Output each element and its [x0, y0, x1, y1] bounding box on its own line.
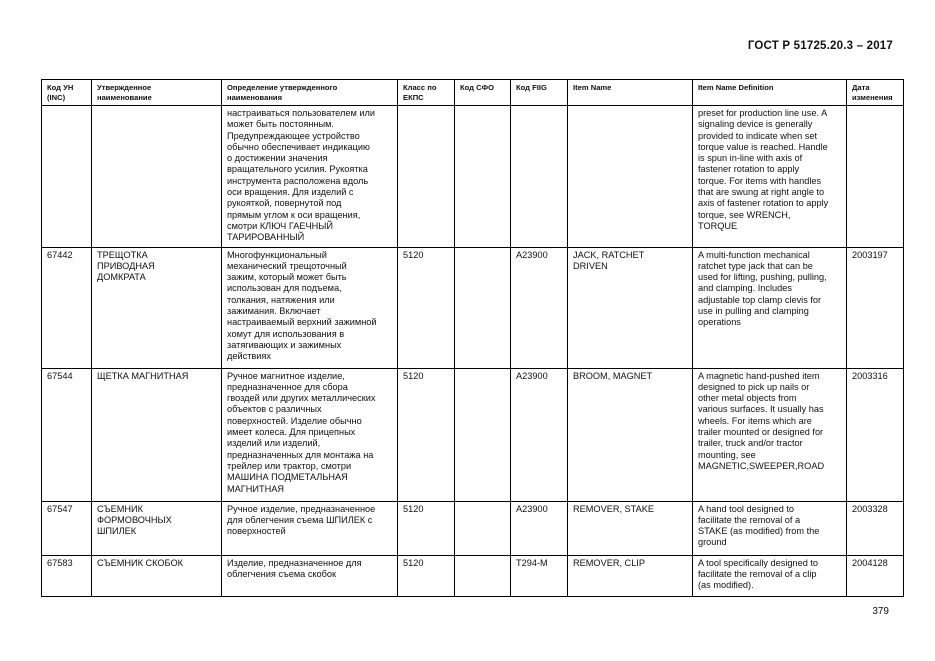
header-item-name: Item Name: [568, 80, 693, 106]
cell-item-name: REMOVER, STAKE: [568, 501, 693, 555]
table-row: [42, 106, 904, 248]
header-change-date: Дата изменения: [847, 80, 904, 106]
cell-class: [398, 106, 455, 248]
cell-change-date: 2003328: [847, 501, 904, 555]
cell-item-name-definition: preset for production line use. A signaling device is generally provided to indicate when set torque value is reached. Handle is spun in-line with axis of fastener rotation to apply torque. For items with handles that are swung at right angle to axis of fastener rotation to apply torque, see WRENCH, TORQUE: [693, 106, 847, 248]
cell-definition: Изделие, предназначенное для облегчения съема скобок: [222, 555, 398, 596]
header-definition: Определение утвержденного наименования: [222, 80, 398, 106]
cell-item-name: [568, 106, 693, 248]
cell-fiig-code: A23900: [511, 501, 568, 555]
table-row: [42, 247, 904, 368]
cell-item-name-definition: A multi-function mechanical ratchet type jack that can be used for lifting, pushing, pulling, and clamping. Includes adjustable top clamp clevis for use in pulling and clamping operations: [693, 247, 847, 368]
cell-sfo-code: [455, 247, 511, 368]
cell-inc: [42, 106, 92, 248]
cell-class: 5120: [398, 501, 455, 555]
header-inc: Код УН (INC): [42, 80, 92, 106]
cell-inc: 67544: [42, 368, 92, 501]
cell-item-name-definition: A magnetic hand-pushed item designed to pick up nails or other metal objects from various surfaces. It usually has wheels. For items which are trailer mounted or designed for trailer, truck and/or tractor mounting, see MAGNETIC,SWEEPER,ROAD: [693, 368, 847, 501]
cell-item-name-definition: A hand tool designed to facilitate the removal of a STAKE (as modified) from the ground: [693, 501, 847, 555]
cell-sfo-code: [455, 106, 511, 248]
cell-class: 5120: [398, 555, 455, 596]
cell-class: 5120: [398, 368, 455, 501]
cell-item-name-definition: A tool specifically designed to facilitate the removal of a clip (as modified).: [693, 555, 847, 596]
table-row: [42, 368, 904, 501]
header-sfo-code: Код СФО: [455, 80, 511, 106]
table-row: [42, 501, 904, 555]
cell-approved-name: ТРЕЩОТКА ПРИВОДНАЯ ДОМКРАТА: [92, 247, 222, 368]
header-row: [42, 80, 904, 106]
table-body: [42, 106, 904, 597]
cell-fiig-code: A23900: [511, 368, 568, 501]
cell-change-date: [847, 106, 904, 248]
cell-definition: Ручное магнитное изделие, предназначенное для сбора гвоздей или других металлических объектов с различных поверхностей. Изделие обычно имеет колеса. Для прицепных изделий или изделий, предназначенных для монтажа на трейлер или трактор, смотри МАШИНА ПОДМЕТАЛЬНАЯ МАГНИТНАЯ: [222, 368, 398, 501]
cell-definition: Многофункциональный механический трещоточный зажим, который может быть использован для подъема, толкания, натяжения или зажимания. Включает настраиваемый верхний зажимной хомут для использования в затягивающих и зажимных действиях: [222, 247, 398, 368]
cell-fiig-code: A23900: [511, 247, 568, 368]
data-table: [41, 79, 904, 597]
cell-inc: 67583: [42, 555, 92, 596]
cell-definition: настраиваться пользователем или может быть постоянным. Предупреждающее устройство обычно обеспечивает индикацию о достижении значения вращательного усилия. Рукоятка инструмента расположена вдоль оси вращения. Для изделий с рукояткой, повернутой под прямым углом к оси вращения, смотри КЛЮЧ ГАЕЧНЫЙ ТАРИРОВАННЫЙ: [222, 106, 398, 248]
cell-item-name: BROOM, MAGNET: [568, 368, 693, 501]
header-class: Класс по ЕКПС: [398, 80, 455, 106]
cell-class: 5120: [398, 247, 455, 368]
cell-sfo-code: [455, 555, 511, 596]
cell-inc: 67547: [42, 501, 92, 555]
cell-sfo-code: [455, 368, 511, 501]
cell-item-name: JACK, RATCHET DRIVEN: [568, 247, 693, 368]
cell-fiig-code: T294-M: [511, 555, 568, 596]
page-number: 379: [872, 606, 889, 617]
cell-approved-name: СЪЕМНИК СКОБОК: [92, 555, 222, 596]
cell-sfo-code: [455, 501, 511, 555]
header-approved-name: Утвержденное наименование: [92, 80, 222, 106]
table-header: [42, 80, 904, 106]
cell-approved-name: ЩЕТКА МАГНИТНАЯ: [92, 368, 222, 501]
header-item-name-definition: Item Name Definition: [693, 80, 847, 106]
cell-fiig-code: [511, 106, 568, 248]
cell-definition: Ручное изделие, предназначенное для облегчения съема ШПИЛЕК с поверхностей: [222, 501, 398, 555]
cell-item-name: REMOVER, CLIP: [568, 555, 693, 596]
document-header: ГОСТ Р 51725.20.3 – 2017: [747, 40, 893, 52]
cell-approved-name: [92, 106, 222, 248]
cell-approved-name: СЪЕМНИК ФОРМОВОЧНЫХ ШПИЛЕК: [92, 501, 222, 555]
cell-change-date: 2004128: [847, 555, 904, 596]
cell-inc: 67442: [42, 247, 92, 368]
cell-change-date: 2003197: [847, 247, 904, 368]
header-fiig-code: Код FIIG: [511, 80, 568, 106]
cell-change-date: 2003316: [847, 368, 904, 501]
table-row: [42, 555, 904, 596]
